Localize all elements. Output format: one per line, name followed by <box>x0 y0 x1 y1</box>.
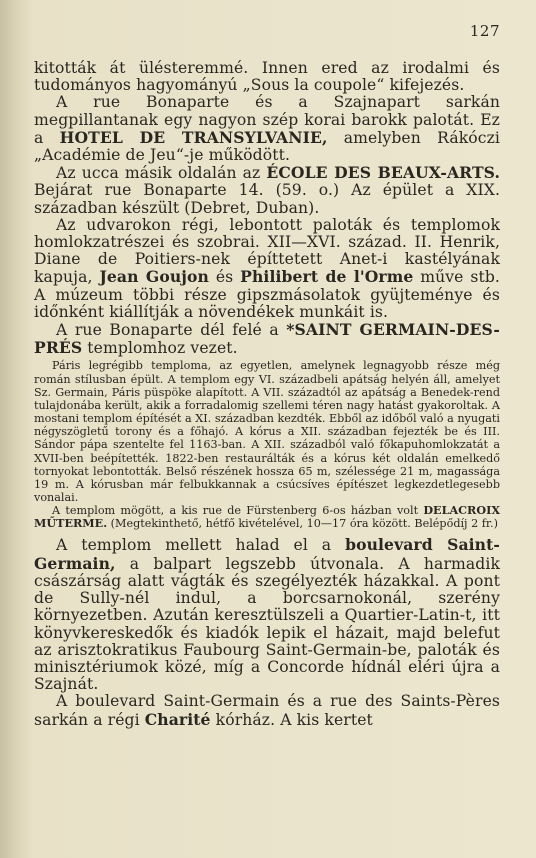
text-run: amelyben Rákóczi „Académie de Jeu“-je működött. <box>34 128 500 165</box>
bold-run: boulevard Saint-Germain, <box>34 535 500 573</box>
text-run: Bejárat rue Bonaparte 14. (59. o.) Az épület a XIX. században készült (Debret, Duban). <box>34 181 500 217</box>
paragraph <box>34 60 500 94</box>
text-run: Az ucca másik oldalán az <box>56 164 267 183</box>
page-body <box>34 60 500 729</box>
text-run: A templom mellett halad el a <box>56 536 346 555</box>
small-print-paragraph <box>34 359 500 504</box>
text-run: A boulevard Saint-Germain és a rue des Saints-Pères sarkán a régi <box>34 692 500 729</box>
text-run: templomhoz vezet. <box>82 339 238 358</box>
text-run: Páris legrégibb temploma, az egyetlen, amelynek legnagyobb része még román stílusban épült. A templom egy VI. századbeli apátság helyén áll, amelyet Sz. Germain, Páris püspöke alapított. A VII. századtól az apátság a Benedek-rend tulajdonába került, akik a forradalomig szellemi téren nagy hatást gyakoroltak. A mostani templom építését a XI. században kezdték. Ebből az időből való a nyugati négyszögletű torony és a főhajó. A kórus a XII. században fejezték be és III. Sándor pápa szentelte fel 1163-ban. A XII. századból való főkapuhomlokzatát a XVII-ben beépítették. 1822-ben restaurálták és a kórus két oldalán emelkedő tornyokat lebontották. Belső részének hossza 65 m, szélessége 21 m, magassága 19 m. A kórusban már felbukkannak a csúcsíves építészet legkezdetlegesebb vonalai. <box>34 359 500 505</box>
bold-run: ÉCOLE DES BEAUX-ARTS. <box>266 163 500 183</box>
bold-run: Philibert de l'Orme <box>240 267 414 287</box>
text-run: Az udvarokon régi, lebontott paloták és templomok homlokzatrészei és szobrai. XII—XVI. század. II. Henrik, Diane de Poitiers-nek építtetett Anet-i kastélyának kapuja, <box>34 215 500 287</box>
text-run: A rue Bonaparte dél felé a <box>56 321 287 340</box>
bold-run: Charité <box>144 709 211 729</box>
bold-run: HOTEL DE TRANSYLVANIE, <box>59 127 328 147</box>
text-run: A templom mögött, a kis rue de Fürstenberg 6-os házban volt <box>52 504 424 518</box>
text-run: (Megtekinthető, hétfő kivételével, 10—17 óra között. Belépődíj 2 fr.) <box>107 517 498 531</box>
page-number: 127 <box>469 22 500 40</box>
text-run: kórház. A kis kertet <box>210 710 373 729</box>
text-run: a balpart legszebb útvonala. A harmadik császárság alatt vágták és szegélyezték házakkal. A pont de Sully-nél indul, a borcsarnokonál, szerény környezetben. Azután keresztülszeli a Quartier-Latin-t, itt könyvkereskedők és kiadók lepik el házait, majd belefut az arisztokratikus Faubourg Saint-Germain-be, paloták és minisztériumok közé, míg a Concorde hídnál eléri újra a Szajnát. <box>34 554 500 694</box>
bold-run: *SAINT GERMAIN-DES-PRÉS <box>34 320 500 358</box>
paragraph <box>34 693 500 728</box>
paragraph <box>34 217 500 321</box>
text-run: és <box>208 268 241 287</box>
text-run: kitották át ülésteremmé. Innen ered az irodalmi és tudományos hagyományú „Sous la coupole“ kifejezés. <box>34 59 500 95</box>
paragraph <box>34 321 500 357</box>
text-run: A rue Bonaparte és a Szajnapart sarkán megpillantanak egy nagyon szép korai barokk palotát. Ez a <box>34 93 500 147</box>
paragraph <box>34 94 500 164</box>
small-print-paragraph <box>34 504 500 530</box>
text-run: műve stb. A múzeum többi része gipszmásolatok gyüjteménye és időnként kiállítják a növendékek munkáit is. <box>34 268 500 321</box>
paragraph <box>34 164 500 217</box>
paragraph <box>34 536 500 693</box>
bold-run: Jean Goujon <box>99 267 209 287</box>
bold-run: DELACROIX MŰTERME. <box>34 503 500 531</box>
